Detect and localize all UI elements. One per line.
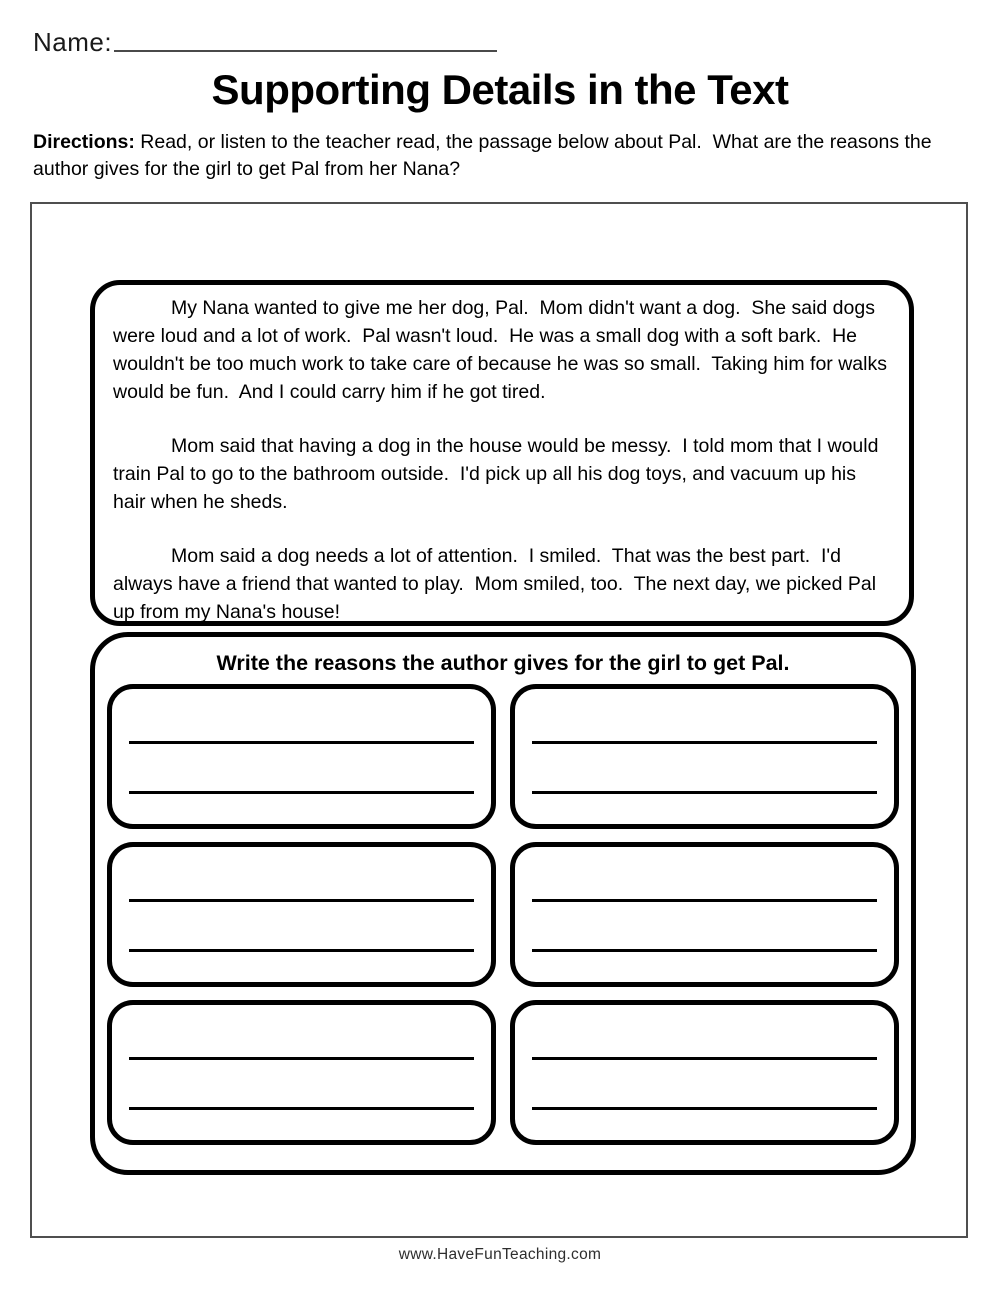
answer-write-line	[532, 899, 877, 902]
answer-box-5[interactable]	[107, 1000, 496, 1145]
answer-write-line	[532, 949, 877, 952]
answer-write-line	[129, 899, 474, 902]
answer-box-2[interactable]	[510, 684, 899, 829]
page-title: Supporting Details in the Text	[211, 66, 789, 113]
name-write-line[interactable]	[114, 20, 497, 52]
answer-box-6[interactable]	[510, 1000, 899, 1145]
answer-write-line	[129, 949, 474, 952]
answer-write-line	[532, 791, 877, 794]
directions-body: Read, or listen to the teacher read, the passage below about Pal. What are the reasons the author gives for the girl to get Pal from her Nana?	[33, 131, 938, 180]
answer-write-line	[129, 741, 474, 744]
answer-write-line	[532, 741, 877, 744]
answer-write-line	[129, 1057, 474, 1060]
answer-box-1[interactable]	[107, 684, 496, 829]
answer-write-line	[532, 1107, 877, 1110]
answer-prompt: Write the reasons the author gives for the girl to get Pal.	[216, 651, 790, 675]
footer-url: www.HaveFunTeaching.com	[398, 1246, 602, 1263]
passage-box	[90, 280, 914, 626]
directions-text	[33, 129, 937, 183]
name-label: Name:	[33, 27, 113, 57]
passage-paragraph-1: My Nana wanted to give me her dog, Pal. Mom didn't want a dog. She said dogs were loud and a lot of work. Pal wasn't loud. He was a small dog with a soft bark. He wouldn't be too much work to take care of because he was so small. Taking him for walks would be fun. And I could carry him if he got tired.	[113, 297, 893, 403]
directions-label: Directions:	[33, 131, 135, 153]
answer-box-4[interactable]	[510, 842, 899, 987]
passage-paragraph-3: Mom said a dog needs a lot of attention. I smiled. That was the best part. I'd always have a friend that wanted to play. Mom smiled, too. The next day, we picked Pal up from my Nana's house!	[113, 545, 882, 623]
answer-write-line	[129, 791, 474, 794]
answer-section	[90, 632, 916, 1175]
answer-write-line	[532, 1057, 877, 1060]
answer-write-line	[129, 1107, 474, 1110]
passage-paragraph-2: Mom said that having a dog in the house would be messy. I told mom that I would train Pal to go to the bathroom outside. I'd pick up all his dog toys, and vacuum up his hair when he sheds.	[113, 435, 884, 513]
answer-box-3[interactable]	[107, 842, 496, 987]
answer-grid	[107, 684, 899, 1145]
